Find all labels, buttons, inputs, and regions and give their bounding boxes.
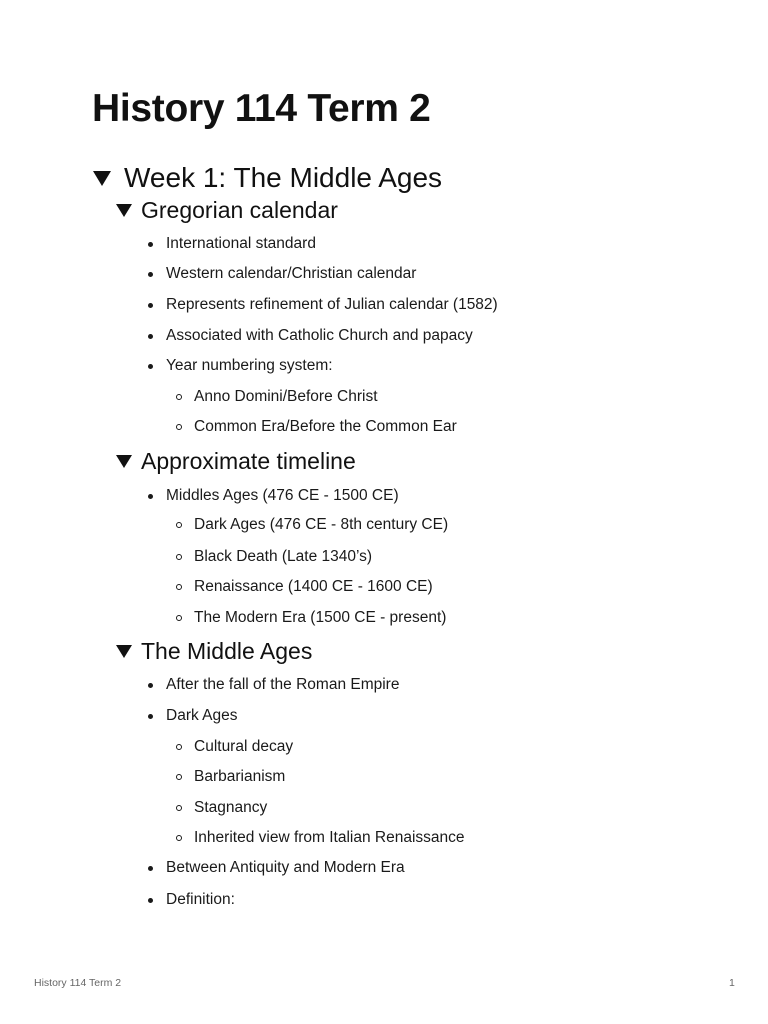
footer-doc-name: History 114 Term 2 [34,977,122,989]
list-item: Year numbering system: [148,355,333,377]
sub-list-item: The Modern Era (1500 CE - present) [176,607,446,629]
sub-list-item: Stagnancy [176,797,267,819]
section-heading: The Middle Ages [141,638,313,664]
circle-bullet-icon [176,774,182,780]
circle-bullet-icon [176,394,182,400]
sub-list-item: Barbarianism [176,766,285,788]
sub-list-item: Renaissance (1400 CE - 1600 CE) [176,576,433,598]
toggle-the-middle-ages[interactable] [116,636,312,666]
bullet-icon [148,683,153,688]
list-item: Dark Ages [148,705,238,727]
list-item: Associated with Catholic Church and papacy [148,325,473,347]
circle-bullet-icon [176,744,182,750]
toggle-approximate-timeline[interactable] [116,446,356,476]
week-heading: Week 1: The Middle Ages [124,162,443,193]
circle-bullet-icon [176,554,182,560]
triangle-down-icon[interactable] [116,204,132,217]
section-heading: Gregorian calendar [141,197,338,223]
list-item: Between Antiquity and Modern Era [148,857,405,879]
list-item: After the fall of the Roman Empire [148,674,399,696]
list-item: Middles Ages (476 CE - 1500 CE) [148,485,399,507]
bullet-icon [148,494,153,499]
page-title: History 114 Term 2 [92,87,431,130]
footer-page-number: 1 [729,977,735,989]
list-item: Definition: [148,889,235,911]
circle-bullet-icon [176,424,182,430]
bullet-icon [148,303,153,308]
list-item: International standard [148,233,316,255]
bullet-icon [148,272,153,277]
bullet-icon [148,866,153,871]
triangle-down-icon[interactable] [116,455,132,468]
circle-bullet-icon [176,835,182,841]
toggle-gregorian-calendar[interactable] [116,195,338,225]
list-item: Western calendar/Christian calendar [148,263,416,285]
circle-bullet-icon [176,615,182,621]
bullet-icon [148,334,153,339]
bullet-icon [148,364,153,369]
sub-list-item: Anno Domini/Before Christ [176,386,378,408]
bullet-icon [148,242,153,247]
bullet-icon [148,714,153,719]
sub-list-item: Common Era/Before the Common Ear [176,416,457,438]
list-item: Represents refinement of Julian calendar (1582) [148,294,498,316]
sub-list-item: Inherited view from Italian Renaissance [176,827,465,849]
sub-list-item: Dark Ages (476 CE - 8th century CE) [176,514,448,536]
sub-list-item: Black Death (Late 1340’s) [176,546,372,568]
sub-list-item: Cultural decay [176,736,293,758]
circle-bullet-icon [176,522,182,528]
bullet-icon [148,898,153,903]
triangle-down-icon[interactable] [93,171,111,186]
circle-bullet-icon [176,805,182,811]
circle-bullet-icon [176,584,182,590]
section-heading: Approximate timeline [141,448,356,474]
toggle-week-1[interactable] [93,160,442,196]
triangle-down-icon[interactable] [116,645,132,658]
